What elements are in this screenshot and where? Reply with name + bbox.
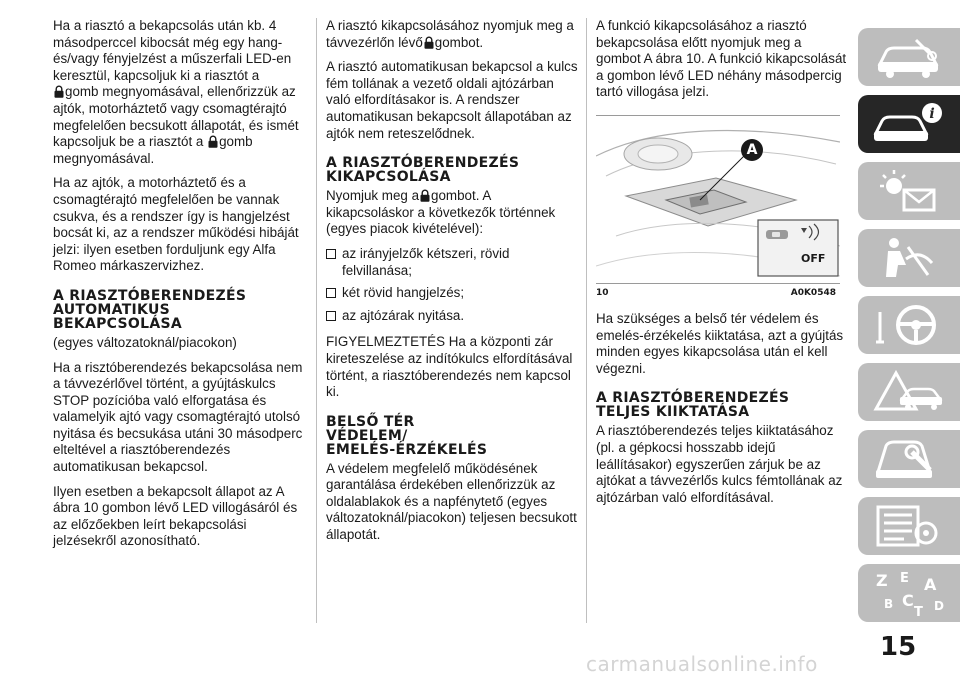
paragraph: A riasztóberendezés teljes kiiktatásához (pl. a gépkocsi hosszabb idejű leállításakor) egyszerűen zárjuk be az ajtókat a távvezérlős kulcs fémtollának az ajtózárban való elfordításával. [596, 423, 843, 505]
paragraph: Ha szükséges a belső tér védelem és emelés-érzékelés kiiktatása, azt a gyújtás minden egyes kikapcsolása után el kell végezni. [596, 310, 844, 376]
tab-starting-driving[interactable] [858, 296, 960, 354]
tab-index[interactable] [858, 564, 960, 622]
column-2 [326, 18, 578, 552]
svg-text:Z: Z [876, 571, 888, 590]
section-subtitle: (egyes változatoknál/piacokon) [53, 334, 237, 350]
car-overview-icon [872, 34, 946, 80]
section-heading-full-disable: A RIASZTÓBERENDEZÉS TELJES KIIKTATÁSA [596, 390, 790, 421]
paragraph: A funkció kikapcsolásához a riasztó bekapcsolása előtt nyomjuk meg a gombot A ábra 10. A funkció kikapcsolását a gombon lévő LED néhány másodpercig tartó villogása jelzi. [596, 18, 847, 100]
off-button-label: OFF [801, 251, 826, 265]
figure-caption [596, 285, 840, 299]
lock-icon [420, 189, 430, 202]
technical-data-icon [872, 503, 946, 549]
paragraph: A riasztó kikapcsolásához nyomjuk meg a távvezérlőn lévő gombot. [326, 18, 574, 50]
chapter-sidebar [858, 28, 960, 631]
index-icon [872, 570, 952, 618]
tab-safety[interactable] [858, 229, 960, 287]
svg-text:i: i [929, 106, 935, 122]
tab-emergency[interactable] [858, 363, 960, 421]
svg-text:B: B [884, 597, 894, 611]
callout-a-icon: A [741, 139, 763, 161]
list-item: két rövid hangjelzés; [326, 285, 578, 302]
svg-text:D: D [934, 599, 944, 613]
paragraph: Ha a riasztó a bekapcsolás után kb. 4 másodperccel kibocsát még egy hang- és/vagy fényjelzést a műszerfali LED-en keresztül, kapcsoljuk ki a riasztót a gomb megnyomásával, ellenőrizzük az ajtók, motorháztető vagy csomagtérajtó megfelelően becsukott állapotát, és ismét kapcsoljuk be a riasztót a gomb megnyomásával. [53, 18, 299, 166]
section-heading-automatic-activation: A RIASZTÓBERENDEZÉS AUTOMATIKUS BEKAPCSOLÁSA [53, 287, 247, 332]
column-divider [316, 18, 317, 623]
warning-paragraph: FIGYELMEZTETÉS Ha a központi zár kireteszelése az indítókulcs elfordításával történt, a riasztóberendezés nem kapcsol ki. [326, 334, 573, 400]
paragraph: A riasztó automatikusan bekapcsol a kulcs fém tollának a vezető oldali ajtózárban való elfordításakor is. A rendszer automatikusan bekapcsolt állapotában az ajtók nem reteszelődnek. [326, 59, 578, 141]
page-number: 15 [880, 632, 917, 662]
paragraph: A védelem megfelelő működésének garantálása érdekében ellenőrizzük az oldalablakok és a napfénytető (egyes változatoknál/piacokon) teljesen becsukott állapotát. [326, 460, 577, 543]
figure-bottom-rule [596, 283, 840, 284]
tab-maintenance[interactable] [858, 430, 960, 488]
svg-text:C: C [902, 591, 914, 610]
paragraph: Nyomjuk meg a gombot. A kikapcsoláskor a következők történnek (egyes piacok kivételével): [326, 188, 556, 237]
checkbox-bullet-icon [326, 311, 336, 321]
car-info-icon [872, 101, 946, 147]
checkbox-bullet-icon [326, 288, 336, 298]
checkbox-bullet-icon [326, 249, 336, 259]
warning-lights-icon [872, 168, 946, 214]
list-item: az irányjelzők kétszeri, rövid felvillanása; [326, 246, 578, 279]
paragraph: Ilyen esetben a bekapcsolt állapot az A ábra 10 gombon lévő LED villogásáról és az előzőekben leírt bekapcsolási jelzésekről azonosítható. [53, 483, 298, 549]
column-divider [586, 18, 587, 623]
figure-number: 10 [596, 287, 609, 298]
tab-car-info[interactable] [858, 95, 960, 153]
maintenance-icon [872, 436, 946, 482]
figure-alarm-button [596, 115, 840, 299]
section-heading-interior-protection: BELSŐ TÉR VÉDELEM/ EMELÉS-ÉRZÉKELÉS [326, 413, 488, 458]
section-heading-deactivation: A RIASZTÓBERENDEZÉS KIKAPCSOLÁSA [326, 155, 520, 186]
tab-warning-lights[interactable] [858, 162, 960, 220]
tab-car-overview[interactable] [858, 28, 960, 86]
lock-icon [208, 135, 218, 148]
tab-technical-data[interactable] [858, 497, 960, 555]
breakdown-icon [872, 369, 946, 415]
column-3 [596, 18, 848, 514]
svg-text:T: T [914, 605, 923, 618]
steering-wheel-icon [872, 302, 946, 348]
svg-text:A: A [924, 575, 937, 594]
watermark: carmanualsonline.info [586, 652, 818, 676]
paragraph: Ha a risztóberendezés bekapcsolása nem a távvezérlővel történt, a gyújtáskulcs STOP pozícióba való elforgatása és valamelyik ajtó vagy csomagtérajtó utolsó nyitása és becsukása utáni 30 másodperc elteltével a riasztóberendezés automatikusan bekapcsol. [53, 359, 303, 475]
figure-code: A0K0548 [790, 287, 836, 298]
paragraph: Ha az ajtók, a motorháztető és a csomagtérajtó megfelelően be vannak csukva, és a rendszer így is hangjelzést bocsát ki, az a rendszer működési hibáját jelzi: ilyen esetben forduljunk egy Alfa Romeo márkaszervizhez. [53, 175, 299, 274]
airbag-icon [872, 235, 946, 281]
list-item: az ajtózárak nyitása. [326, 308, 578, 325]
column-1 [53, 18, 305, 558]
lock-icon [424, 36, 434, 49]
lock-icon [54, 85, 64, 98]
svg-text:E: E [900, 571, 909, 586]
